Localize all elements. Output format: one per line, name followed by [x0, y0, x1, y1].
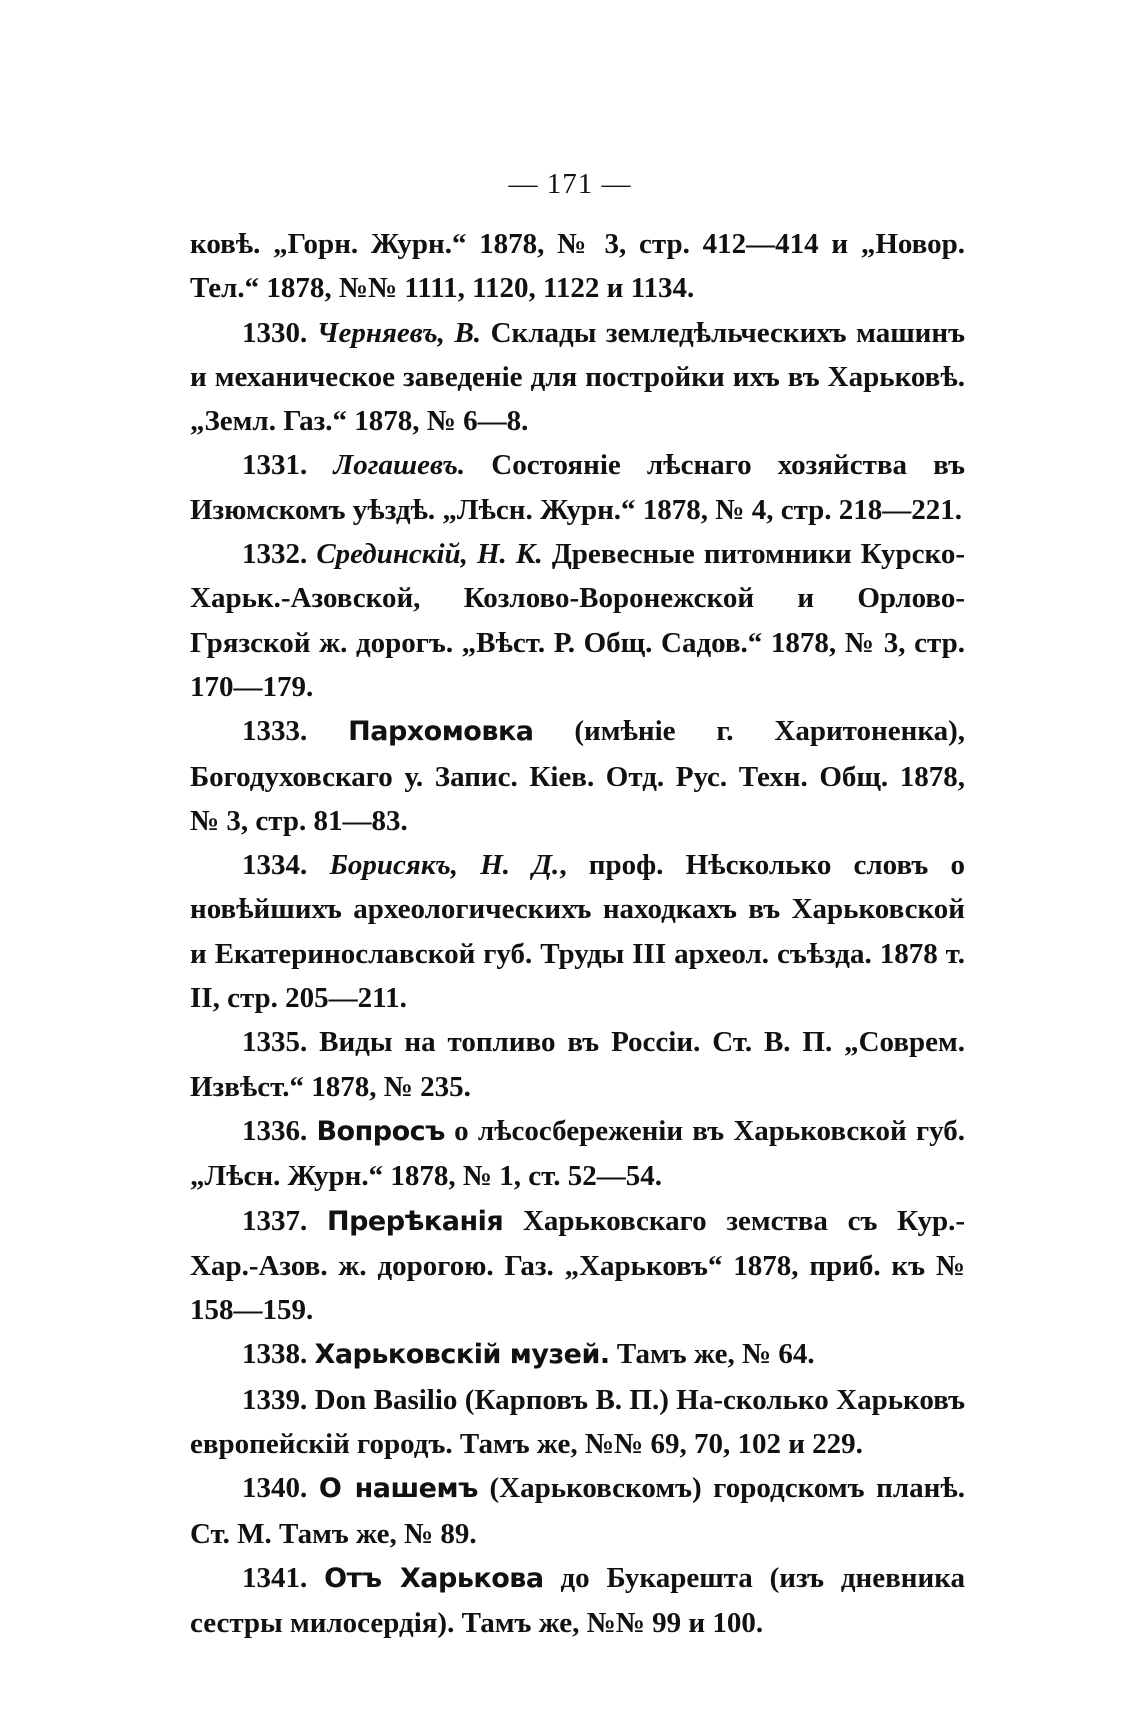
entry-heading: Прерѣканія: [327, 1205, 504, 1237]
entry-heading: О нашемъ: [318, 1473, 478, 1505]
entry-1336: [190, 1109, 965, 1199]
bibliography-list: [190, 222, 965, 1646]
entry-text: 1339. Don Basilio (Карповъ В. П.) На-сколько Харьковъ европейскій городъ. Тамъ же, №№ 69, 70, 102 и 229.: [190, 1383, 965, 1461]
entry-1331: [190, 443, 965, 532]
entry-heading: Харьковскій музей.: [314, 1339, 610, 1371]
entry-text: , проф. Нѣсколько словъ о новѣйшихъ археологическихъ находкахъ въ Харьковской и Екатеринославской губ. Труды III археол. съѣзда. 1878 т. II, стр. 205—211.: [190, 849, 965, 1015]
entry-1340: [190, 1466, 965, 1556]
entry-1339: [190, 1378, 965, 1467]
entry-number: 1333.: [242, 715, 349, 748]
entry-author: Логашевъ.: [333, 449, 466, 482]
entry-number: 1336.: [242, 1114, 317, 1147]
entry-author: Черняевъ, В.: [316, 316, 482, 349]
entry-1338: [190, 1332, 965, 1377]
entry-number: 1340.: [242, 1472, 319, 1505]
entry-text: до Букарешта (изъ дневника сестры милосердія). Тамъ же, №№ 99 и 100.: [190, 1561, 965, 1640]
entry-text: (Харьковскомъ) городскомъ планѣ. Ст. М. Тамъ же, № 89.: [190, 1472, 965, 1550]
entry-number: 1341.: [242, 1561, 325, 1594]
entry-number: 1338.: [242, 1338, 315, 1371]
entry-1334: [190, 843, 965, 1020]
entry-heading: Вопросъ: [316, 1115, 445, 1147]
entry-number: 1332.: [242, 538, 317, 571]
entry-author: Срединскій, Н. К.: [316, 538, 543, 571]
entry-heading: Отъ Харькова: [324, 1562, 544, 1594]
entry-1337: [190, 1199, 965, 1333]
entry-number: 1334.: [242, 849, 330, 882]
entry-text: Тамъ же, № 64.: [609, 1338, 815, 1371]
entry-number: 1330.: [242, 316, 317, 349]
entry-1330: [190, 311, 965, 444]
entry-1332: [190, 532, 965, 709]
entry-text: Харьковскаго земства съ Кур.-Хар.-Азов. ж. дорогою. Газ. „Харьковъ“ 1878, приб. къ № 158—159.: [190, 1204, 966, 1327]
entry-text: Склады земледѣльческихъ машинъ и механическое заведеніе для постройки ихъ въ Харьковѣ. „Земл. Газ.“ 1878, № 6—8.: [190, 316, 966, 438]
entry-text: Древесные питомники Курско-Харьк.-Азовской, Козлово-Воронежской и Орлово-Грязской ж. дорогъ. „Вѣст. Р. Общ. Садов.“ 1878, № 3, стр. 170—179.: [190, 538, 966, 703]
entry-text: 1335. Виды на топливо въ Россіи. Ст. В. П. „Соврем. Извѣст.“ 1878, № 235.: [190, 1026, 965, 1103]
entry-text: о лѣсосбереженіи въ Харьковской губ. „Лѣсн. Журн.“ 1878, № 1, ст. 52—54.: [190, 1114, 965, 1193]
entry-number: 1337.: [242, 1204, 327, 1237]
entry-continuation: [190, 222, 965, 311]
entry-heading: Пархомовка: [348, 716, 534, 748]
entry-1341: [190, 1556, 965, 1646]
entry-text: (имѣніе г. Харитоненка), Богодуховскаго у. Запис. Кіев. Отд. Рус. Техн. Общ. 1878, № 3, стр. 81—83.: [190, 715, 966, 837]
entry-text: Состояніе лѣснаго хозяйства въ Изюмскомъ уѣздѣ. „Лѣсн. Журн.“ 1878, № 4, стр. 218—221.: [190, 449, 965, 526]
page-number: — 171 —: [508, 168, 632, 200]
entry-author: Борисякъ, Н. Д.: [329, 849, 560, 882]
entry-1333: [190, 709, 965, 843]
entry-number: 1331.: [242, 449, 334, 482]
entry-text: ковѣ. „Горн. Журн.“ 1878, № 3, стр. 412—414 и „Новор. Тел.“ 1878, №№ 1111, 1120, 1122 и 1134.: [190, 228, 965, 305]
entry-1335: [190, 1020, 965, 1109]
